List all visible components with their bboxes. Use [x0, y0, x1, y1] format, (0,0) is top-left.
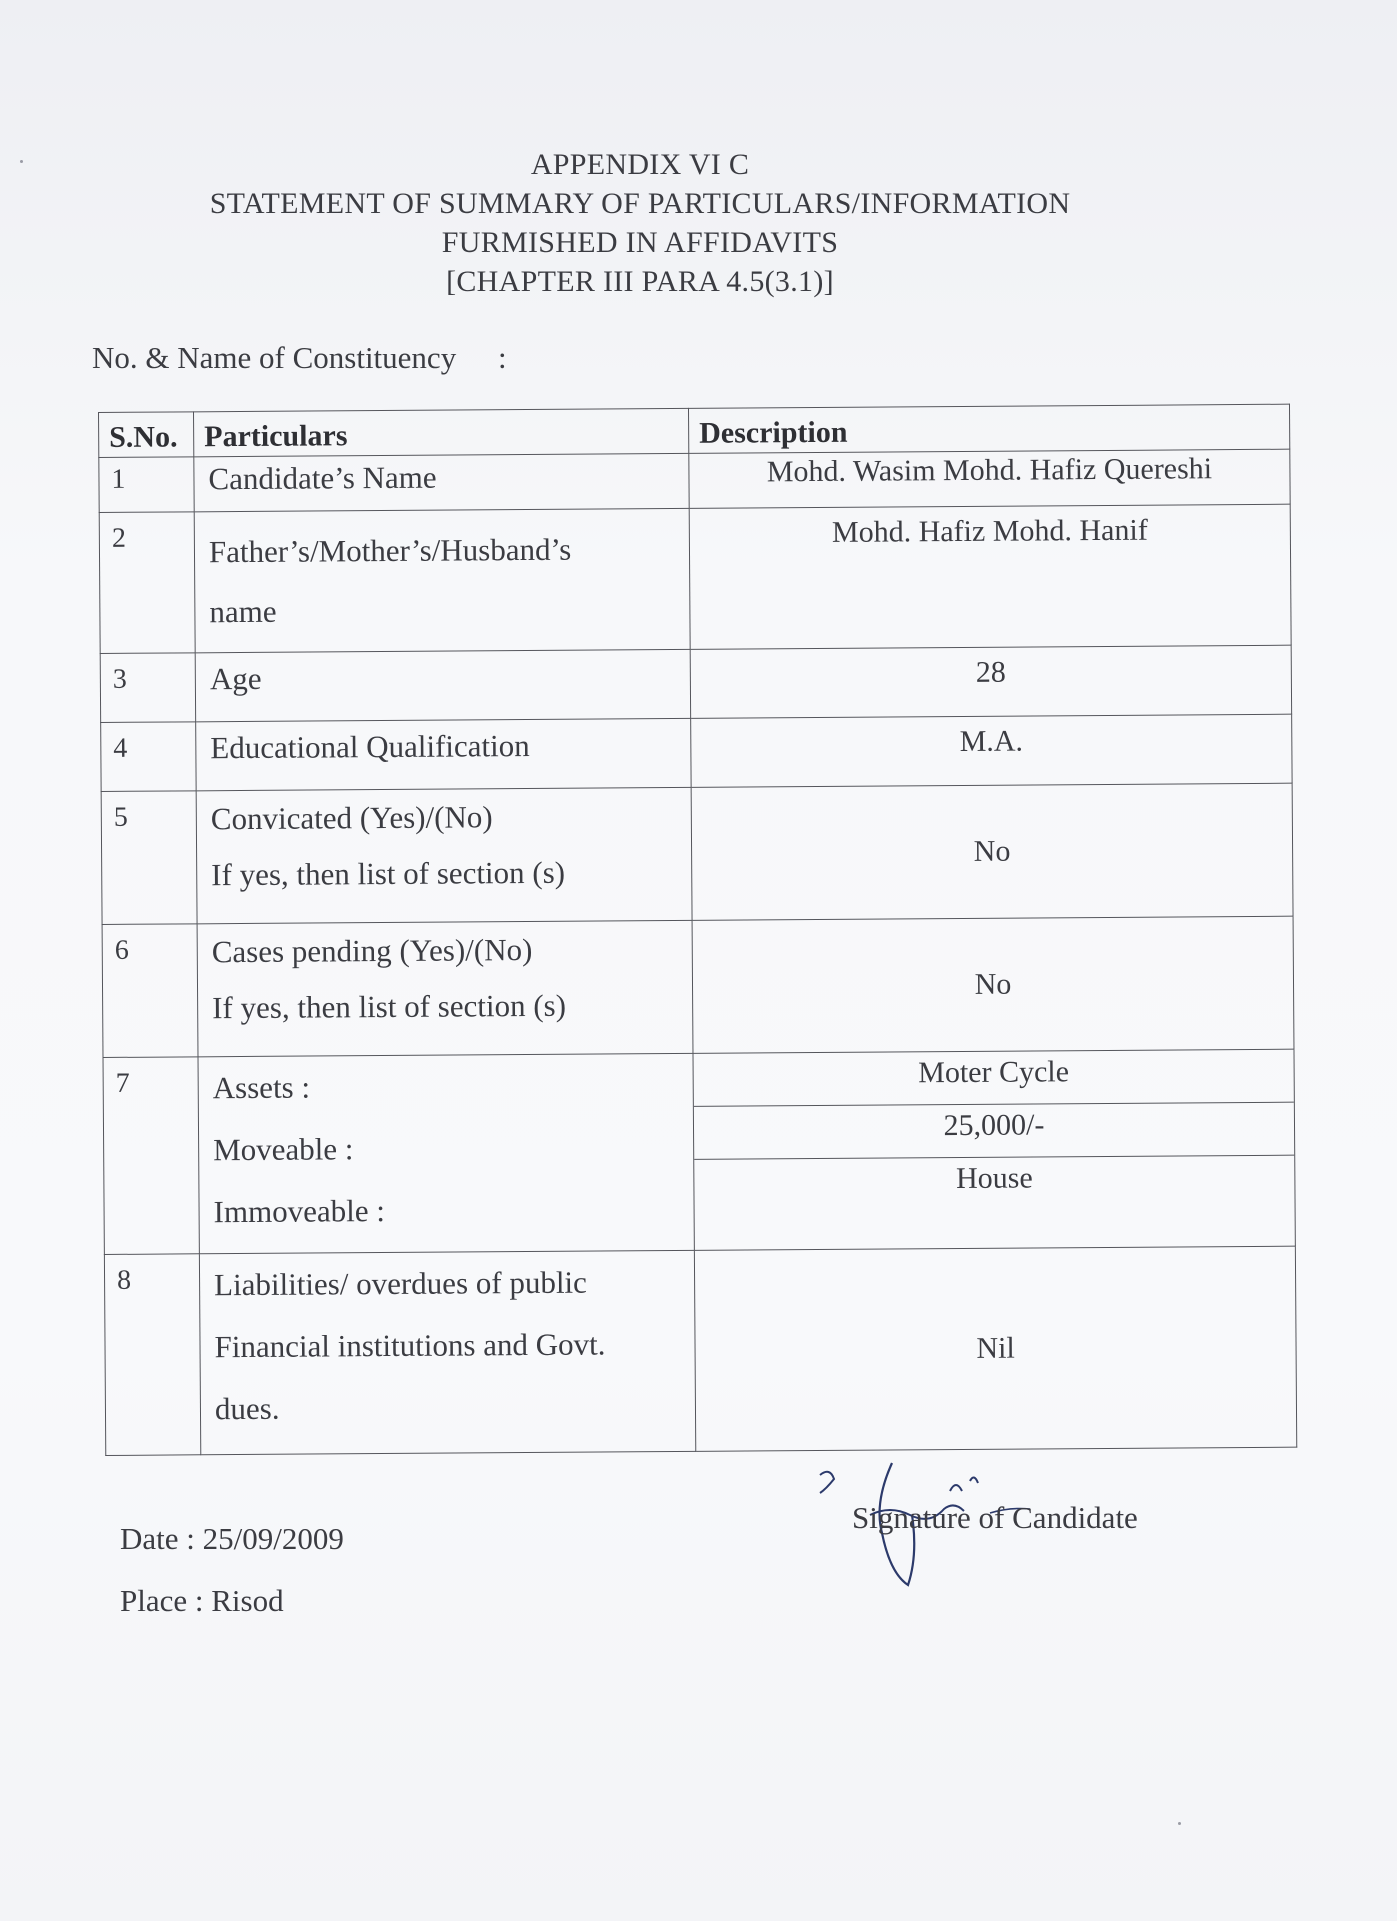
particulars-line: name — [209, 593, 277, 630]
particulars-line: Candidate’s Name — [208, 459, 437, 497]
table-row — [104, 1246, 1296, 1455]
row-description: No — [691, 783, 1293, 920]
table-row — [101, 714, 1292, 791]
row-sno: 1 — [99, 457, 194, 513]
row-sno: 8 — [104, 1254, 200, 1456]
row-description: No — [692, 916, 1294, 1053]
row-particulars — [197, 920, 693, 1056]
constituency-line — [92, 340, 507, 376]
row-sno: 6 — [102, 924, 198, 1058]
row-particulars — [194, 453, 689, 511]
assets-item: House — [955, 1161, 1033, 1196]
place-line — [120, 1570, 344, 1632]
row-sno: 4 — [101, 722, 196, 792]
date-label: Date : — [120, 1521, 195, 1556]
particulars-line: Convicated (Yes)/(No) — [210, 799, 493, 837]
row-sno: 3 — [100, 653, 195, 723]
paper-speck — [20, 160, 23, 163]
table-row — [103, 1049, 1295, 1254]
particulars-line: Immoveable : — [213, 1193, 386, 1230]
header-particulars: Particulars — [194, 408, 689, 456]
row-sno: 2 — [99, 512, 195, 654]
row-description: Nil — [694, 1246, 1296, 1451]
chapter-reference: [CHAPTER III PARA 4.5(3.1)] — [446, 265, 834, 298]
particulars-line: Moveable : — [213, 1131, 354, 1168]
document-header — [100, 145, 1180, 301]
statement-title: STATEMENT OF SUMMARY OF PARTICULARS/INFORMATION — [209, 187, 1071, 220]
table-row — [102, 916, 1294, 1057]
row-description: Mohd. Hafiz Mohd. Hanif — [689, 504, 1291, 649]
particulars-table — [98, 404, 1297, 1456]
particulars-line: If yes, then list of section (s) — [211, 854, 566, 893]
row-sno: 5 — [101, 791, 197, 925]
paper-speck — [1178, 1822, 1181, 1825]
particulars-line: Cases pending (Yes)/(No) — [211, 931, 533, 970]
row-particulars — [194, 508, 690, 652]
date-line — [120, 1508, 344, 1570]
assets-item: 25,000/- — [694, 1103, 1294, 1160]
row-particulars — [199, 1250, 695, 1454]
constituency-colon: : — [497, 340, 507, 375]
row-particulars — [198, 1053, 694, 1253]
particulars-line: Educational Qualification — [210, 727, 530, 766]
particulars-line: Father’s/Mother’s/Husband’s — [208, 531, 572, 570]
header-description: Description — [688, 404, 1289, 453]
row-particulars — [195, 649, 690, 721]
particulars-line: Age — [209, 660, 262, 697]
appendix-title: APPENDIX VI C — [530, 148, 750, 181]
particulars-line: Liabilities/ overdues of public — [213, 1264, 587, 1303]
row-description — [693, 1049, 1295, 1250]
header-sno: S.No. — [99, 412, 194, 458]
place-value: Risod — [211, 1583, 284, 1618]
row-sno: 7 — [103, 1057, 199, 1255]
particulars-line: Financial institutions and Govt. — [214, 1326, 606, 1365]
particulars-line: dues. — [214, 1390, 280, 1427]
row-description: Mohd. Wasim Mohd. Hafiz Quereshi — [689, 449, 1290, 508]
table-row — [100, 645, 1291, 722]
row-particulars — [196, 787, 692, 923]
date-value: 25/09/2009 — [202, 1521, 344, 1556]
constituency-label: No. & Name of Constituency — [92, 340, 457, 375]
table-row — [99, 449, 1290, 512]
table-row — [99, 504, 1291, 653]
table-row — [101, 783, 1293, 924]
row-particulars — [196, 718, 691, 790]
date-place-block — [120, 1508, 344, 1632]
row-description: 28 — [690, 645, 1291, 718]
signature-caption: Signature of Candidate — [852, 1500, 1138, 1535]
particulars-line: Assets : — [212, 1069, 311, 1106]
statement-subtitle: FURMISHED IN AFFIDAVITS — [441, 226, 839, 259]
place-label: Place : — [120, 1583, 204, 1618]
row-description: M.A. — [691, 714, 1292, 787]
assets-item: Moter Cycle — [693, 1050, 1293, 1107]
particulars-line: If yes, then list of section (s) — [212, 987, 567, 1026]
